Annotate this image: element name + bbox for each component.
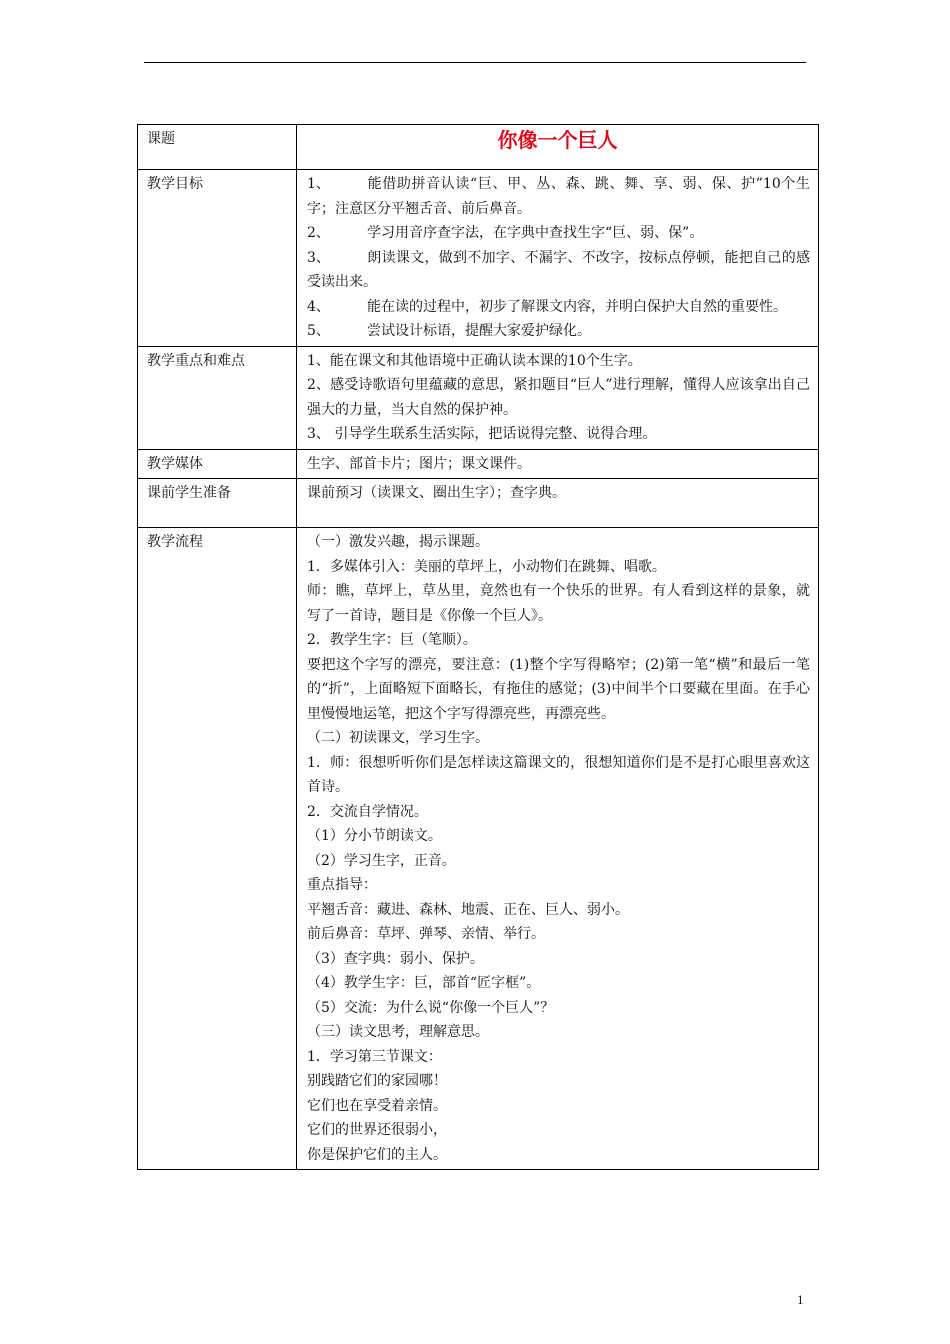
header-rule — [144, 62, 806, 63]
goal-number: 2、 — [307, 225, 330, 241]
flow-line: 重点指导： — [307, 877, 377, 893]
flow-line: 要把这个字写的漂亮，要注意：(1)整个字写得略窄；(2)第一笔“横”和最后一笔的“折”，上面略短下面略长，有拖住的感觉；(3)中间半个口要藏在里面。在手心里慢慢地运笔，把这个字写得漂亮些，再漂亮些。 — [307, 656, 810, 722]
flow-line: （一）激发兴趣，揭示课题。 — [307, 534, 489, 550]
goal-text: 能借助拼音认读“巨、甲、丛、森、跳、舞、享、弱、保、护”10个生字；注意区分平翘舌音、前后鼻音。 — [307, 176, 810, 217]
flow-line: 1．学习第三节课文： — [307, 1048, 442, 1065]
page-number: 1 — [797, 1292, 804, 1307]
row-flow — [138, 528, 819, 1170]
poem-line: 它们也在享受着亲情。 — [307, 1097, 447, 1114]
flow-line: （二）初读课文，学习生字。 — [307, 730, 489, 746]
lesson-title: 你像一个巨人 — [497, 128, 618, 152]
media-label: 教学媒体 — [138, 449, 297, 479]
flow-line: 1．师：很想听听你们是怎样读这篇课文的，很想知道你们是不是打心眼里喜欢这首诗。 — [307, 754, 810, 795]
keypoints-label: 教学重点和难点 — [138, 346, 297, 449]
goal-number: 4、 — [307, 298, 330, 315]
flow-line: （2）学习生字，正音。 — [307, 852, 456, 869]
poem-line: 它们的世界还很弱小， — [307, 1122, 447, 1138]
flow-line: （三）读文思考，理解意思。 — [307, 1024, 489, 1040]
goal-item — [307, 221, 810, 246]
media-text: 生字、部首卡片；图片；课文课件。 — [307, 455, 531, 472]
row-topic — [138, 125, 819, 170]
poem-line: 你是保护它们的主人。 — [307, 1146, 447, 1163]
keypoint-item: 1、能在课文和其他语境中正确认读本课的10个生字。 — [307, 352, 642, 369]
lesson-plan-table — [137, 124, 819, 1170]
prep-text: 课前预习（读课文、圈出生字）；查字典。 — [307, 485, 566, 501]
goals-label: 教学目标 — [138, 170, 297, 347]
keypoint-item: 2、感受诗歌语句里蕴藏的意思，紧扣题目“巨人”进行理解，懂得人应该拿出自己强大的力量，当大自然的保护神。 — [307, 377, 810, 418]
goal-item — [307, 246, 810, 295]
goal-text: 尝试设计标语，提醒大家爱护绿化。 — [367, 323, 591, 339]
goal-number: 5、 — [307, 323, 330, 339]
flow-cell — [297, 528, 819, 1170]
flow-line: 2．教学生字：巨（笔顺）。 — [307, 632, 477, 648]
goal-number: 3、 — [307, 249, 330, 266]
flow-line: 2．交流自学情况。 — [307, 803, 428, 820]
flow-line: 前后鼻音：草坪、弹琴、亲情、举行。 — [307, 926, 545, 942]
keypoint-item: 3、 引导学生联系生活实际，把话说得完整、说得合理。 — [307, 426, 657, 442]
flow-line: （4）教学生字：巨，部首“匠字框”。 — [307, 975, 541, 991]
goal-text: 学习用音序查字法，在字典中查找生字“巨、弱、保”。 — [367, 225, 704, 241]
goal-text: 能在读的过程中，初步了解课文内容，并明白保护大自然的重要性。 — [367, 298, 787, 315]
flow-line: 1．多媒体引入：美丽的草坪上，小动物们在跳舞、唱歌。 — [307, 558, 666, 575]
row-goals — [138, 170, 819, 347]
poem-line: 别践踏它们的家园哪！ — [307, 1073, 447, 1089]
row-keypoints — [138, 346, 819, 449]
flow-line: （3）查字典：弱小、保护。 — [307, 950, 484, 967]
flow-line: 平翘舌音：藏进、森林、地震、正在、巨人、弱小。 — [307, 901, 629, 918]
topic-label: 课题 — [138, 125, 297, 170]
media-cell — [297, 449, 819, 479]
row-prep — [138, 479, 819, 528]
prep-cell — [297, 479, 819, 528]
goal-number: 1、 — [307, 176, 330, 192]
prep-label: 课前学生准备 — [138, 479, 297, 528]
goal-item — [307, 172, 810, 221]
flow-line: （5）交流：为什么说“你像一个巨人”？ — [307, 999, 555, 1016]
goals-cell — [297, 170, 819, 347]
flow-label: 教学流程 — [138, 528, 297, 1170]
goal-item — [307, 295, 810, 320]
goal-item — [307, 319, 810, 344]
goal-text: 朗读课文，做到不加字、不漏字、不改字，按标点停顿，能把自己的感受读出来。 — [307, 249, 810, 290]
title-cell — [297, 125, 819, 170]
row-media — [138, 449, 819, 479]
flow-line: 师：瞧，草坪上，草丛里，竟然也有一个快乐的世界。有人看到这样的景象，就写了一首诗，题目是《你像一个巨人》。 — [307, 583, 810, 624]
flow-line: （1）分小节朗读文。 — [307, 828, 442, 844]
keypoints-cell — [297, 346, 819, 449]
